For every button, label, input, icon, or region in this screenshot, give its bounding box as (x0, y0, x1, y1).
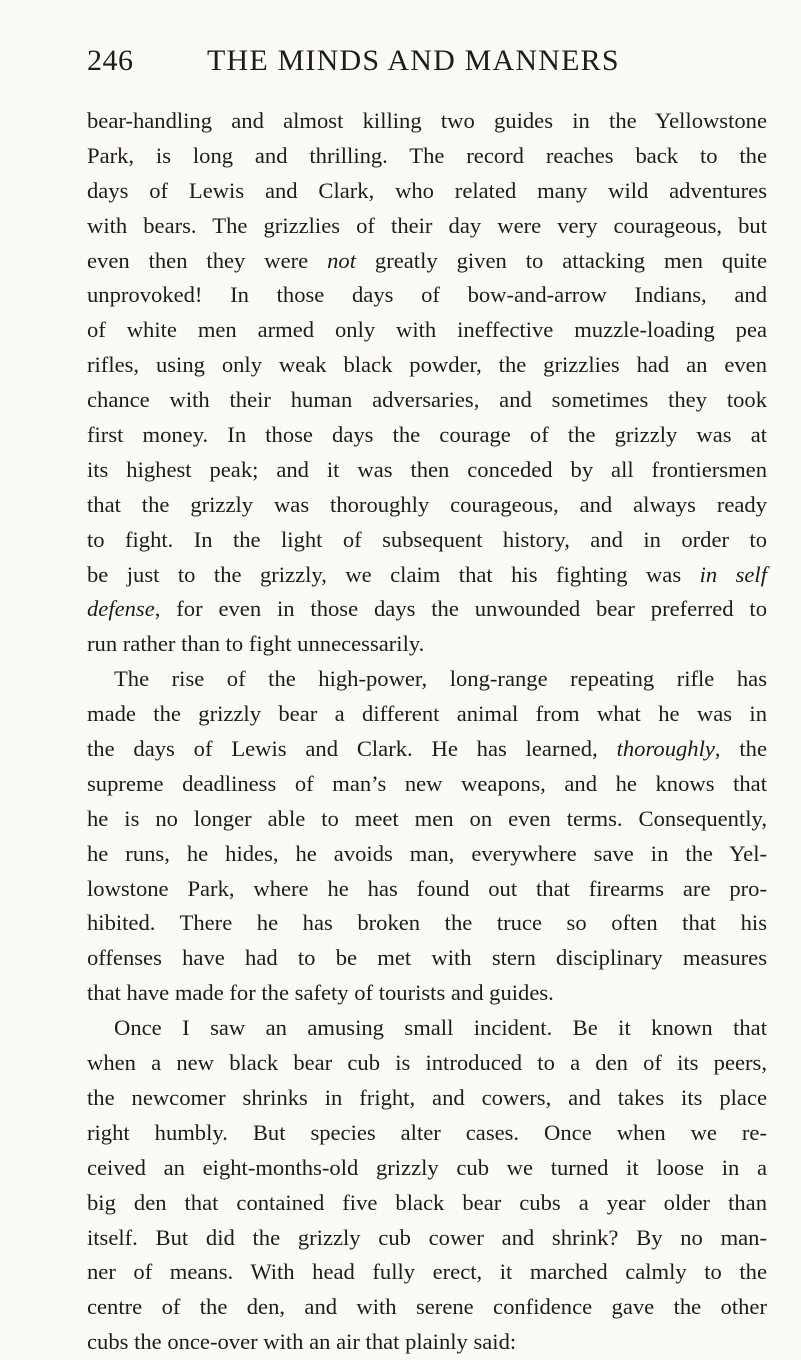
text-span: , for even in those days the unwounded bear preferred to (154, 596, 767, 622)
text-line (87, 732, 767, 767)
text-line: its highest peak; and it was then conceded by all frontiersmen (87, 456, 767, 482)
text-line: to fight. In the light of subsequent history, and in order to (87, 526, 767, 552)
text-span: the days of Lewis and Clark. He has learned, (87, 736, 617, 762)
text-line: he runs, he hides, he avoids man, everywhere save in the Yel- (87, 840, 767, 866)
text-line: the newcomer shrinks in fright, and cowers, and takes its place (87, 1084, 767, 1110)
text-line: that have made for the safety of tourists and guides. (87, 980, 554, 1006)
emphasis-text: defense (87, 596, 155, 622)
text-line: bear-handling and almost killing two guides in the Yellowstone (87, 108, 767, 133)
text-line: when a new black bear cub is introduced to a den of its peers, (87, 1050, 767, 1076)
text-line: offenses have had to be met with stern disciplinary measures (87, 945, 767, 971)
text-line: ner of means. With head fully erect, it marched calmly to the (87, 1259, 767, 1285)
page-number: 246 (87, 44, 134, 77)
text-line: ceived an eight-months-old grizzly cub we turned it loose in a (87, 1154, 767, 1180)
text-line: cubs the once-over with an air that plainly said: (87, 1329, 517, 1355)
text-line: centre of the den, and with serene confidence gave the other (87, 1294, 767, 1320)
text-line: with bears. The grizzlies of their day were very courageous, but (87, 212, 767, 238)
emphasis-text: in self (699, 561, 767, 587)
text-line: run rather than to fight unnecessarily. (87, 631, 425, 657)
running-head: THE MINDS AND MANNERS (207, 44, 620, 77)
text-line: itself. But did the grizzly cub cower and shrink? By no man- (87, 1224, 767, 1250)
text-span: be just to the grizzly, we claim that his fighting was (87, 561, 700, 587)
text-line (87, 244, 767, 279)
text-line: Once I saw an amusing small incident. Be it known that (114, 1015, 767, 1041)
text-line: rifles, using only weak black powder, the grizzlies had an even (87, 352, 767, 378)
text-line: Park, is long and thrilling. The record reaches back to the (87, 142, 767, 168)
text-line (87, 592, 767, 627)
text-line: hibited. There he has broken the truce so often that his (87, 910, 767, 936)
text-span: even then they were (87, 247, 328, 273)
text-line: unprovoked! In those days of bow-and-arrow Indians, and (87, 282, 767, 308)
text-line: right humbly. But species alter cases. Once when we re- (87, 1119, 767, 1145)
text-span: greatly given to attacking men quite (355, 247, 767, 273)
text-line: days of Lewis and Clark, who related many wild adventures (87, 177, 767, 203)
text-line (87, 558, 767, 593)
page-header (87, 44, 767, 84)
text-line: made the grizzly bear a different animal from what he was in (87, 701, 767, 727)
text-line: he is no longer able to meet men on even terms. Consequently, (87, 805, 767, 831)
text-line: that the grizzly was thoroughly courageous, and always ready (87, 491, 767, 517)
text-span: , the (714, 736, 767, 762)
body-text (87, 104, 767, 1360)
text-line: supreme deadliness of man’s new weapons, and he knows that (87, 770, 767, 796)
text-line: lowstone Park, where he has found out that firearms are pro- (87, 875, 767, 901)
text-line: big den that contained five black bear cubs a year older than (87, 1189, 767, 1215)
text-line: of white men armed only with ineffective muzzle-loading pea (87, 317, 767, 343)
text-line: first money. In those days the courage of the grizzly was at (87, 422, 767, 448)
text-line: The rise of the high-power, long-range repeating rifle has (114, 666, 767, 692)
emphasis-text: not (327, 247, 356, 273)
text-line: chance with their human adversaries, and sometimes they took (87, 387, 767, 413)
emphasis-text: thoroughly (616, 736, 715, 762)
